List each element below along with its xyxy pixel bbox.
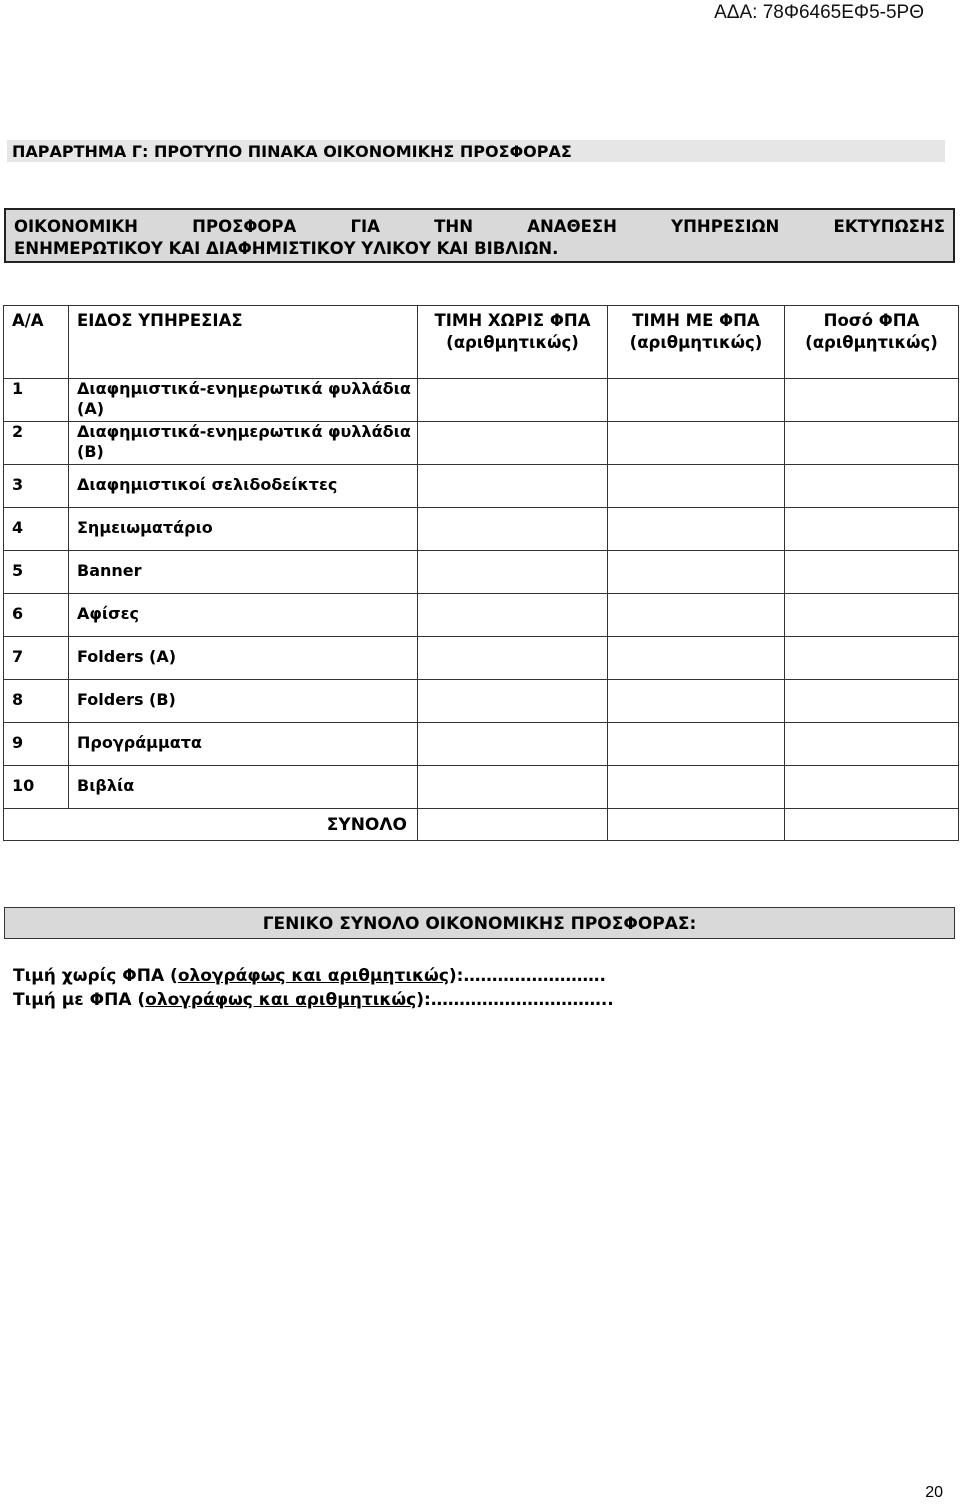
header-vat-amount: Ποσό ΦΠΑ (αριθμητικώς)	[785, 306, 959, 379]
offer-table	[3, 305, 959, 841]
total-label: ΣΥΝΟΛΟ	[4, 809, 418, 841]
price-with-vat-cell[interactable]	[608, 551, 785, 594]
price-no-vat-cell[interactable]	[418, 465, 608, 508]
price-with-vat-cell[interactable]	[608, 508, 785, 551]
price-with-vat-cell[interactable]	[608, 723, 785, 766]
vat-amount-cell[interactable]	[785, 508, 959, 551]
price-with-vat-cell[interactable]	[608, 766, 785, 809]
price-no-vat-cell[interactable]	[418, 723, 608, 766]
table-row	[4, 766, 959, 809]
row-description: Προγράμματα	[69, 723, 418, 766]
price-lines	[13, 964, 614, 1012]
vat-amount-cell[interactable]	[785, 723, 959, 766]
price-with-vat-cell[interactable]	[608, 680, 785, 723]
price-no-vat-cell[interactable]	[418, 508, 608, 551]
header-price-with-vat: ΤΙΜΗ ΜΕ ΦΠΑ (αριθμητικώς)	[608, 306, 785, 379]
price-line-prefix: Τιμή με ΦΠΑ (	[13, 990, 146, 1010]
ada-code: ΑΔΑ: 78Φ6465ΕΦ5-5ΡΘ	[714, 2, 924, 23]
header-service: ΕΙΔΟΣ ΥΠΗΡΕΣΙΑΣ	[69, 306, 418, 379]
price-line-prefix: Τιμή χωρίς ΦΠΑ (	[13, 966, 178, 986]
offer-word: ΕΚΤΥΠΩΣΗΣ	[833, 217, 945, 236]
offer-title-line-1	[14, 215, 945, 238]
row-description: Folders (B)	[69, 680, 418, 723]
offer-word: ΠΡΟΣΦΟΡΑ	[192, 217, 297, 236]
price-no-vat-cell[interactable]	[418, 680, 608, 723]
offer-word: ΓΙΑ	[350, 217, 380, 236]
price-with-vat-cell[interactable]	[608, 594, 785, 637]
page-number: 20	[925, 1484, 943, 1501]
price-with-vat-cell[interactable]	[608, 379, 785, 422]
row-number: 6	[4, 594, 69, 637]
vat-amount-cell[interactable]	[785, 379, 959, 422]
price-line-underlined: ολογράφως και αριθμητικώς	[177, 966, 449, 986]
row-description: Folders (A)	[69, 637, 418, 680]
table-row	[4, 594, 959, 637]
row-description: Διαφημιστικά-ενημερωτικά φυλλάδια (Α)	[69, 379, 418, 422]
offer-title-line-2: ΕΝΗΜΕΡΩΤΙΚΟΥ ΚΑΙ ΔΙΑΦΗΜΙΣΤΙΚΟΥ ΥΛΙΚΟΥ ΚΑΙ ΒΙΒΛΙΩΝ.	[14, 239, 559, 258]
row-number: 1	[4, 379, 69, 422]
row-number: 4	[4, 508, 69, 551]
row-number: 2	[4, 422, 69, 465]
price-no-vat-cell[interactable]	[418, 594, 608, 637]
row-description: Αφίσες	[69, 594, 418, 637]
table-row	[4, 508, 959, 551]
row-number: 7	[4, 637, 69, 680]
table-header-row	[4, 306, 959, 379]
annex-title: ΠΑΡΑΡΤΗΜΑ Γ: ΠΡΟΤΥΠΟ ΠΙΝΑΚΑ ΟΙΚΟΝΟΜΙΚΗΣ ΠΡΟΣΦΟΡΑΣ	[7, 140, 945, 162]
vat-amount-cell[interactable]	[785, 637, 959, 680]
price-with-vat-cell[interactable]	[608, 637, 785, 680]
offer-word: ΥΠΗΡΕΣΙΩΝ	[671, 217, 780, 236]
offer-word: ΑΝΑΘΕΣΗ	[527, 217, 617, 236]
row-description: Διαφημιστικοί σελιδοδείκτες	[69, 465, 418, 508]
price-no-vat-cell[interactable]	[418, 551, 608, 594]
offer-word: ΟΙΚΟΝΟΜΙΚΗ	[14, 217, 138, 236]
price-with-vat-cell[interactable]	[608, 422, 785, 465]
row-number: 10	[4, 766, 69, 809]
price-with-vat-line	[13, 988, 614, 1012]
price-line-suffix: ):…………………………..	[416, 990, 614, 1010]
row-number: 3	[4, 465, 69, 508]
price-no-vat-line	[13, 964, 614, 988]
total-vat-amount-cell[interactable]	[785, 809, 959, 841]
row-number: 5	[4, 551, 69, 594]
table-row	[4, 422, 959, 465]
vat-amount-cell[interactable]	[785, 551, 959, 594]
row-description: Βιβλία	[69, 766, 418, 809]
vat-amount-cell[interactable]	[785, 680, 959, 723]
table-row	[4, 379, 959, 422]
offer-word: ΤΗΝ	[434, 217, 474, 236]
vat-amount-cell[interactable]	[785, 465, 959, 508]
price-with-vat-cell[interactable]	[608, 465, 785, 508]
row-description: Σημειωματάριο	[69, 508, 418, 551]
vat-amount-cell[interactable]	[785, 594, 959, 637]
row-number: 8	[4, 680, 69, 723]
price-no-vat-cell[interactable]	[418, 379, 608, 422]
vat-amount-cell[interactable]	[785, 766, 959, 809]
row-description: Banner	[69, 551, 418, 594]
offer-title-box	[4, 208, 955, 263]
table-row	[4, 680, 959, 723]
table-row	[4, 551, 959, 594]
header-aa: Α/Α	[4, 306, 69, 379]
vat-amount-cell[interactable]	[785, 422, 959, 465]
table-row	[4, 637, 959, 680]
table-row	[4, 723, 959, 766]
row-number: 9	[4, 723, 69, 766]
price-line-underlined: ολογράφως και αριθμητικώς	[145, 990, 417, 1010]
total-price-no-vat-cell[interactable]	[418, 809, 608, 841]
total-row	[4, 809, 959, 841]
total-price-with-vat-cell[interactable]	[608, 809, 785, 841]
price-line-suffix: ):…………………….	[448, 966, 606, 986]
price-no-vat-cell[interactable]	[418, 637, 608, 680]
header-price-no-vat: ΤΙΜΗ ΧΩΡΙΣ ΦΠΑ (αριθμητικώς)	[418, 306, 608, 379]
grand-total-box: ΓΕΝΙΚΟ ΣΥΝΟΛΟ ΟΙΚΟΝΟΜΙΚΗΣ ΠΡΟΣΦΟΡΑΣ:	[4, 907, 955, 939]
table-row	[4, 465, 959, 508]
price-no-vat-cell[interactable]	[418, 422, 608, 465]
row-description: Διαφημιστικά-ενημερωτικά φυλλάδια (Β)	[69, 422, 418, 465]
price-no-vat-cell[interactable]	[418, 766, 608, 809]
